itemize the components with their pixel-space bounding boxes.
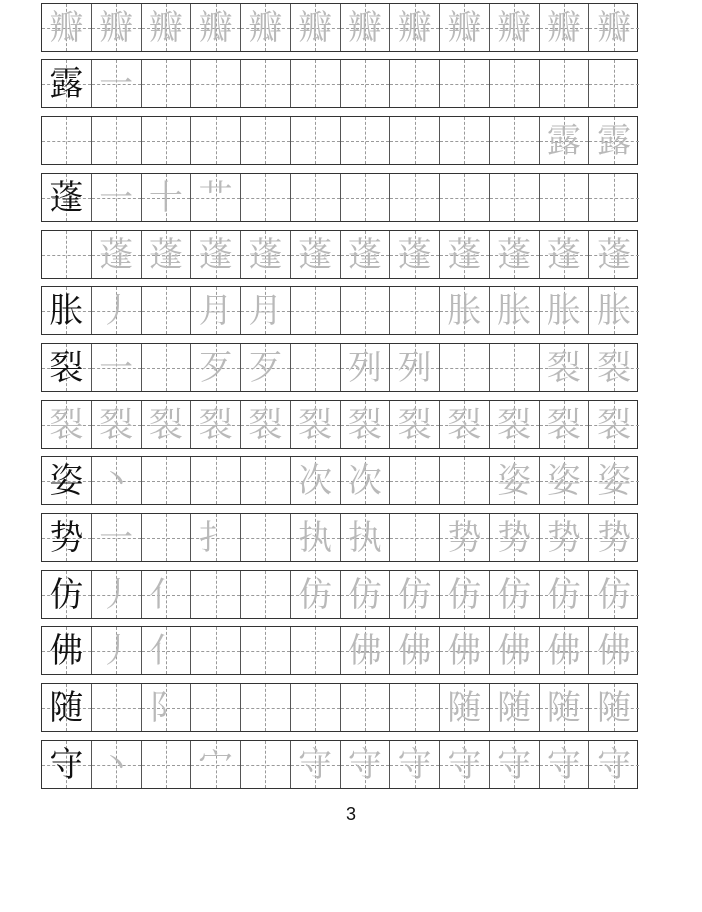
practice-cell bbox=[540, 117, 590, 164]
practice-cell bbox=[191, 174, 241, 221]
practice-cell bbox=[440, 457, 490, 504]
practice-cell bbox=[540, 231, 590, 278]
practice-cell bbox=[92, 174, 142, 221]
cell-character: 瓣 bbox=[248, 7, 283, 48]
practice-cell bbox=[540, 401, 590, 448]
practice-cell bbox=[142, 287, 192, 334]
cell-character: 佛 bbox=[397, 630, 432, 671]
page-number: 3 bbox=[345, 804, 356, 824]
cell-character: 蓬 bbox=[347, 234, 382, 275]
cell-character: 裂 bbox=[497, 404, 532, 445]
cell-character: 姿 bbox=[597, 460, 632, 501]
practice-cell bbox=[142, 571, 192, 618]
cell-character: 随 bbox=[497, 687, 532, 728]
cell-character: 裂 bbox=[597, 347, 632, 388]
cell-character: 十 bbox=[148, 177, 183, 218]
practice-cell bbox=[440, 4, 490, 51]
cell-character: 月 bbox=[248, 290, 283, 331]
cell-character: 守 bbox=[49, 744, 84, 785]
practice-cell bbox=[490, 4, 540, 51]
cell-character: 次 bbox=[298, 460, 333, 501]
cell-character: 瓣 bbox=[347, 7, 382, 48]
practice-cell bbox=[490, 60, 540, 107]
practice-cell bbox=[540, 60, 590, 107]
practice-cell bbox=[142, 117, 192, 164]
practice-cell bbox=[191, 514, 241, 561]
cell-character: 姿 bbox=[546, 460, 581, 501]
cell-character: 瓣 bbox=[99, 7, 134, 48]
practice-cell bbox=[92, 684, 142, 731]
practice-cell bbox=[390, 627, 440, 674]
cell-character: 蓬 bbox=[49, 177, 84, 218]
practice-cell bbox=[241, 117, 291, 164]
practice-cell bbox=[42, 117, 92, 164]
practice-cell bbox=[92, 344, 142, 391]
practice-cell bbox=[540, 741, 590, 788]
cell-character: 蓬 bbox=[148, 234, 183, 275]
practice-cell bbox=[490, 287, 540, 334]
practice-row bbox=[41, 683, 638, 732]
cell-character: 胀 bbox=[49, 290, 84, 331]
practice-cell bbox=[490, 457, 540, 504]
practice-cell bbox=[191, 401, 241, 448]
cell-character: 胀 bbox=[497, 290, 532, 331]
practice-cell bbox=[589, 4, 639, 51]
practice-row bbox=[41, 400, 638, 449]
practice-cell bbox=[440, 514, 490, 561]
cell-character: 佛 bbox=[597, 630, 632, 671]
cell-character: 亻 bbox=[148, 574, 183, 615]
practice-cell bbox=[341, 514, 391, 561]
cell-character: 瓣 bbox=[397, 7, 432, 48]
cell-character: 姿 bbox=[497, 460, 532, 501]
cell-character: 守 bbox=[298, 744, 333, 785]
practice-cell bbox=[490, 231, 540, 278]
practice-cell bbox=[291, 231, 341, 278]
practice-cell bbox=[291, 4, 341, 51]
cell-character: 瓣 bbox=[447, 7, 482, 48]
cell-character: 裂 bbox=[397, 404, 432, 445]
practice-cell bbox=[490, 627, 540, 674]
practice-cell bbox=[191, 231, 241, 278]
practice-row bbox=[41, 513, 638, 562]
model-character bbox=[42, 571, 92, 618]
cell-character: 势 bbox=[447, 517, 482, 558]
cell-character: 蓬 bbox=[198, 234, 233, 275]
cell-character: 佛 bbox=[497, 630, 532, 671]
cell-character: 一 bbox=[99, 347, 134, 388]
practice-cell bbox=[390, 401, 440, 448]
cell-character: 守 bbox=[397, 744, 432, 785]
cell-character: 随 bbox=[546, 687, 581, 728]
cell-character: 亻 bbox=[148, 630, 183, 671]
practice-cell bbox=[440, 741, 490, 788]
practice-cell bbox=[440, 571, 490, 618]
cell-character: 裂 bbox=[99, 404, 134, 445]
cell-character: 执 bbox=[347, 517, 382, 558]
cell-character: 仿 bbox=[347, 574, 382, 615]
practice-cell bbox=[540, 514, 590, 561]
practice-cell bbox=[291, 741, 341, 788]
cell-character: 扌 bbox=[198, 517, 233, 558]
practice-cell bbox=[42, 4, 92, 51]
practice-cell bbox=[142, 60, 192, 107]
practice-cell bbox=[92, 401, 142, 448]
cell-character: 瓣 bbox=[148, 7, 183, 48]
practice-cell bbox=[589, 684, 639, 731]
cell-character: 蓬 bbox=[447, 234, 482, 275]
cell-character: 丿 bbox=[99, 290, 134, 331]
cell-character: 势 bbox=[49, 517, 84, 558]
cell-character: 一 bbox=[99, 63, 134, 104]
practice-row bbox=[41, 570, 638, 619]
cell-character: 佛 bbox=[49, 630, 84, 671]
practice-cell bbox=[589, 117, 639, 164]
practice-cell bbox=[92, 60, 142, 107]
cell-character: 裂 bbox=[148, 404, 183, 445]
practice-row bbox=[41, 626, 638, 675]
practice-cell bbox=[291, 401, 341, 448]
practice-cell bbox=[341, 684, 391, 731]
practice-cell bbox=[390, 60, 440, 107]
practice-cell bbox=[540, 684, 590, 731]
cell-character: 仿 bbox=[397, 574, 432, 615]
practice-cell bbox=[589, 627, 639, 674]
cell-character: 一 bbox=[99, 517, 134, 558]
practice-cell bbox=[440, 60, 490, 107]
model-character bbox=[42, 627, 92, 674]
practice-cell bbox=[291, 457, 341, 504]
practice-cell bbox=[142, 741, 192, 788]
practice-cell bbox=[440, 401, 490, 448]
cell-character: 裂 bbox=[546, 404, 581, 445]
practice-cell bbox=[341, 174, 391, 221]
model-character bbox=[42, 457, 92, 504]
practice-cell bbox=[291, 117, 341, 164]
cell-character: 裂 bbox=[546, 347, 581, 388]
cell-character: 守 bbox=[447, 744, 482, 785]
practice-cell bbox=[540, 344, 590, 391]
practice-cell bbox=[589, 401, 639, 448]
practice-cell bbox=[490, 344, 540, 391]
cell-character: 丶 bbox=[99, 460, 134, 501]
practice-cell bbox=[92, 4, 142, 51]
practice-cell bbox=[341, 60, 391, 107]
cell-character: 裂 bbox=[597, 404, 632, 445]
cell-character: 蓬 bbox=[298, 234, 333, 275]
practice-row bbox=[41, 343, 638, 392]
practice-cell bbox=[341, 344, 391, 391]
cell-character: 列 bbox=[347, 347, 382, 388]
practice-cell bbox=[440, 684, 490, 731]
practice-cell bbox=[540, 571, 590, 618]
cell-character: 随 bbox=[447, 687, 482, 728]
practice-cell bbox=[241, 457, 291, 504]
practice-cell bbox=[241, 231, 291, 278]
practice-cell bbox=[291, 627, 341, 674]
practice-row bbox=[41, 456, 638, 505]
cell-character: 裂 bbox=[49, 347, 84, 388]
cell-character: 蓬 bbox=[397, 234, 432, 275]
practice-cell bbox=[291, 287, 341, 334]
practice-cell bbox=[589, 344, 639, 391]
cell-character: 歹 bbox=[198, 347, 233, 388]
practice-row bbox=[41, 59, 638, 108]
practice-cell bbox=[440, 287, 490, 334]
practice-cell bbox=[540, 174, 590, 221]
practice-cell bbox=[92, 571, 142, 618]
practice-row bbox=[41, 230, 638, 279]
practice-cell bbox=[142, 627, 192, 674]
practice-cell bbox=[191, 457, 241, 504]
cell-character: 裂 bbox=[347, 404, 382, 445]
cell-character: 势 bbox=[497, 517, 532, 558]
practice-cell bbox=[589, 174, 639, 221]
practice-row bbox=[41, 116, 638, 165]
cell-character: 势 bbox=[546, 517, 581, 558]
cell-character: 露 bbox=[49, 63, 84, 104]
cell-character: 瓣 bbox=[298, 7, 333, 48]
cell-character: 裂 bbox=[198, 404, 233, 445]
practice-cell bbox=[390, 457, 440, 504]
practice-cell bbox=[142, 401, 192, 448]
practice-cell bbox=[341, 571, 391, 618]
practice-cell bbox=[490, 401, 540, 448]
model-character bbox=[42, 60, 92, 107]
practice-cell bbox=[142, 344, 192, 391]
cell-character: 仿 bbox=[447, 574, 482, 615]
practice-cell bbox=[490, 174, 540, 221]
practice-cell bbox=[191, 627, 241, 674]
practice-cell bbox=[92, 231, 142, 278]
cell-character: 佛 bbox=[546, 630, 581, 671]
cell-character: 裂 bbox=[447, 404, 482, 445]
practice-cell bbox=[341, 401, 391, 448]
practice-cell bbox=[440, 231, 490, 278]
cell-character: 执 bbox=[298, 517, 333, 558]
practice-cell bbox=[92, 457, 142, 504]
practice-cell bbox=[589, 741, 639, 788]
practice-cell bbox=[291, 344, 341, 391]
practice-cell bbox=[291, 571, 341, 618]
cell-character: 胀 bbox=[546, 290, 581, 331]
cell-character: 蓬 bbox=[546, 234, 581, 275]
cell-character: 随 bbox=[49, 687, 84, 728]
cell-character: 蓬 bbox=[597, 234, 632, 275]
practice-cell bbox=[241, 287, 291, 334]
cell-character: 蓬 bbox=[99, 234, 134, 275]
practice-cell bbox=[241, 174, 291, 221]
practice-cell bbox=[42, 401, 92, 448]
cell-character: 仿 bbox=[597, 574, 632, 615]
cell-character: 随 bbox=[597, 687, 632, 728]
practice-cell bbox=[390, 684, 440, 731]
cell-character: 胀 bbox=[447, 290, 482, 331]
cell-character: 蓬 bbox=[497, 234, 532, 275]
model-character bbox=[42, 174, 92, 221]
model-character bbox=[42, 287, 92, 334]
practice-cell bbox=[490, 684, 540, 731]
practice-cell bbox=[142, 514, 192, 561]
cell-character: 姿 bbox=[49, 460, 84, 501]
practice-cell bbox=[92, 117, 142, 164]
cell-character: 仿 bbox=[298, 574, 333, 615]
cell-character: 瓣 bbox=[49, 7, 84, 48]
practice-cell bbox=[341, 287, 391, 334]
cell-character: 次 bbox=[347, 460, 382, 501]
practice-cell bbox=[490, 571, 540, 618]
cell-character: 裂 bbox=[49, 404, 84, 445]
cell-character: 露 bbox=[597, 120, 632, 161]
practice-cell bbox=[191, 117, 241, 164]
cell-character: 丿 bbox=[99, 630, 134, 671]
practice-cell bbox=[142, 174, 192, 221]
cell-character: 守 bbox=[597, 744, 632, 785]
practice-cell bbox=[241, 401, 291, 448]
practice-cell bbox=[540, 457, 590, 504]
cell-character: 瓣 bbox=[546, 7, 581, 48]
practice-cell bbox=[341, 741, 391, 788]
practice-cell bbox=[341, 4, 391, 51]
cell-character: 艹 bbox=[198, 177, 233, 218]
cell-character: 列 bbox=[397, 347, 432, 388]
practice-cell bbox=[589, 457, 639, 504]
practice-cell bbox=[291, 684, 341, 731]
practice-row bbox=[41, 286, 638, 335]
practice-cell bbox=[490, 514, 540, 561]
practice-cell bbox=[341, 457, 391, 504]
practice-cell bbox=[390, 571, 440, 618]
practice-cell bbox=[92, 514, 142, 561]
practice-cell bbox=[142, 684, 192, 731]
cell-character: 守 bbox=[546, 744, 581, 785]
practice-cell bbox=[291, 60, 341, 107]
cell-character: 佛 bbox=[447, 630, 482, 671]
practice-cell bbox=[390, 287, 440, 334]
model-character bbox=[42, 741, 92, 788]
practice-cell bbox=[191, 344, 241, 391]
practice-cell bbox=[540, 4, 590, 51]
practice-cell bbox=[92, 287, 142, 334]
practice-cell bbox=[142, 4, 192, 51]
cell-character: 一 bbox=[99, 177, 134, 218]
cell-character: 仿 bbox=[546, 574, 581, 615]
practice-cell bbox=[241, 4, 291, 51]
cell-character: 守 bbox=[497, 744, 532, 785]
cell-character: 瓣 bbox=[198, 7, 233, 48]
practice-cell bbox=[390, 117, 440, 164]
practice-cell bbox=[589, 60, 639, 107]
practice-cell bbox=[440, 344, 490, 391]
practice-cell bbox=[341, 627, 391, 674]
practice-cell bbox=[490, 117, 540, 164]
practice-cell bbox=[241, 60, 291, 107]
practice-cell bbox=[241, 627, 291, 674]
practice-cell bbox=[390, 344, 440, 391]
cell-character: 歹 bbox=[248, 347, 283, 388]
practice-cell bbox=[589, 287, 639, 334]
practice-cell bbox=[191, 60, 241, 107]
practice-cell bbox=[142, 457, 192, 504]
practice-cell bbox=[341, 117, 391, 164]
practice-cell bbox=[490, 741, 540, 788]
practice-cell bbox=[589, 231, 639, 278]
model-character bbox=[42, 684, 92, 731]
practice-cell bbox=[191, 571, 241, 618]
cell-character: 丿 bbox=[99, 574, 134, 615]
practice-cell bbox=[540, 627, 590, 674]
cell-character: 宀 bbox=[198, 744, 233, 785]
cell-character: 月 bbox=[198, 290, 233, 331]
practice-cell bbox=[390, 174, 440, 221]
practice-cell bbox=[291, 514, 341, 561]
cell-character: 露 bbox=[546, 120, 581, 161]
cell-character: 丶 bbox=[99, 744, 134, 785]
practice-cell bbox=[390, 514, 440, 561]
practice-cell bbox=[440, 627, 490, 674]
practice-row bbox=[41, 740, 638, 789]
practice-cell bbox=[540, 287, 590, 334]
cell-character: 裂 bbox=[248, 404, 283, 445]
practice-cell bbox=[241, 741, 291, 788]
cell-character: 阝 bbox=[148, 687, 183, 728]
practice-cell bbox=[440, 117, 490, 164]
practice-cell bbox=[390, 741, 440, 788]
practice-cell bbox=[241, 344, 291, 391]
practice-cell bbox=[440, 174, 490, 221]
practice-cell bbox=[589, 571, 639, 618]
cell-character: 势 bbox=[597, 517, 632, 558]
cell-character: 瓣 bbox=[597, 7, 632, 48]
practice-cell bbox=[390, 4, 440, 51]
cell-character: 瓣 bbox=[497, 7, 532, 48]
practice-cell bbox=[291, 174, 341, 221]
practice-cell bbox=[241, 571, 291, 618]
practice-row bbox=[41, 3, 638, 52]
practice-cell bbox=[92, 627, 142, 674]
practice-cell bbox=[191, 287, 241, 334]
cell-character: 胀 bbox=[597, 290, 632, 331]
practice-cell bbox=[191, 741, 241, 788]
cell-character: 仿 bbox=[49, 574, 84, 615]
cell-character: 蓬 bbox=[248, 234, 283, 275]
practice-cell bbox=[42, 231, 92, 278]
practice-cell bbox=[191, 684, 241, 731]
practice-cell bbox=[142, 231, 192, 278]
practice-row bbox=[41, 173, 638, 222]
model-character bbox=[42, 514, 92, 561]
practice-cell bbox=[589, 514, 639, 561]
practice-cell bbox=[341, 231, 391, 278]
practice-cell bbox=[92, 741, 142, 788]
practice-cell bbox=[191, 4, 241, 51]
model-character bbox=[42, 344, 92, 391]
cell-character: 佛 bbox=[347, 630, 382, 671]
cell-character: 守 bbox=[347, 744, 382, 785]
cell-character: 裂 bbox=[298, 404, 333, 445]
cell-character: 仿 bbox=[497, 574, 532, 615]
practice-cell bbox=[241, 684, 291, 731]
practice-cell bbox=[241, 514, 291, 561]
practice-cell bbox=[390, 231, 440, 278]
